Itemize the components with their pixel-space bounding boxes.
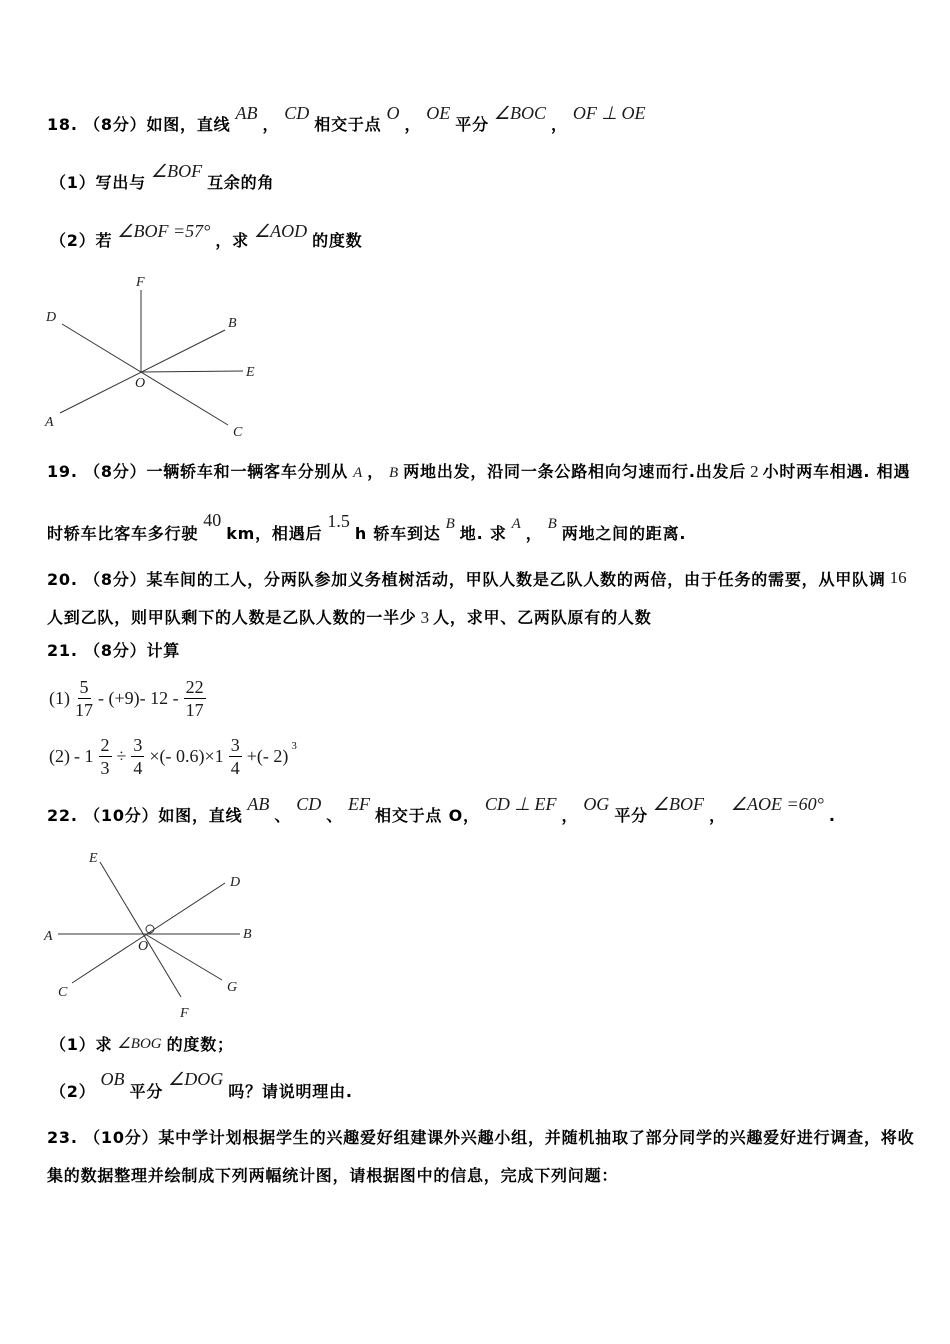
stem-text: 平分 (455, 115, 489, 134)
math-expression: OE (426, 103, 451, 123)
math-expression: CD (296, 794, 322, 814)
stem-text: 21. （8分）计算 (47, 641, 181, 660)
expression-text: - 1 (74, 745, 94, 766)
math-expression: ∠AOD (253, 221, 308, 241)
stem-text: 22. （10分）如图，直线 (47, 806, 243, 825)
point-label-d: D (230, 875, 241, 890)
math-expression: OG (583, 794, 610, 814)
stem-text: 人到乙队，则甲队剩下的人数是乙队人数的一半少 (47, 608, 417, 627)
stem-text: 平分 (614, 806, 648, 825)
point-label-e: E (89, 851, 98, 866)
point-label-e: E (246, 365, 255, 380)
fraction (184, 676, 206, 721)
point-label-c: C (58, 985, 68, 1000)
stem-text: 的度数； (166, 1035, 234, 1054)
point-label-f: F (180, 1006, 189, 1021)
stem-text: 的度数 (312, 231, 363, 250)
stem-text: 集的数据整理并绘制成下列两幅统计图，请根据图中的信息，完成下列问题： (47, 1166, 619, 1185)
stem-text: h 轿车到达 (354, 524, 441, 543)
stem-text: 两地出发，沿同一条公路相向匀速而行.出发后 (403, 462, 747, 481)
numerator: 3 (133, 734, 143, 755)
question-19-line-1 (47, 461, 910, 483)
stem-text: 19. （8分）一辆轿车和一辆客车分别从 (47, 462, 349, 481)
math-expression: ∠BOG (117, 1036, 162, 1052)
stem-text: 、 (326, 806, 344, 825)
math-expression: ∠AOE =60° (730, 794, 824, 814)
stem-text: （1）求 (50, 1035, 113, 1054)
math-expression: B (389, 465, 399, 481)
stem-text: 23. （10分）某中学计划根据学生的兴趣爱好组建课外兴趣小组，并随机抽取了部分同学的兴趣爱好进行调查，将收 (47, 1128, 915, 1147)
question-21-title (47, 640, 180, 662)
fraction (131, 734, 144, 779)
point-label-d: D (46, 310, 57, 325)
math-expression: O (386, 103, 400, 123)
math-number: 40 (203, 510, 222, 530)
fraction (229, 734, 242, 779)
math-expression: A (353, 465, 363, 481)
stem-text: ，求 (215, 231, 249, 250)
denominator: 4 (133, 757, 143, 778)
math-expression: ∠BOF (150, 161, 203, 181)
point-label-b: B (243, 927, 252, 942)
expression-text: - (+9)- 12 - (98, 687, 179, 708)
stem-text: 地. 求 (459, 524, 507, 543)
point-label-a: A (45, 415, 54, 430)
question-19-line-2 (47, 510, 687, 544)
question-21-part-1 (47, 673, 209, 723)
denominator: 17 (75, 699, 93, 720)
math-expression: CD ⊥ EF (484, 794, 557, 814)
point-label-f: F (136, 275, 145, 290)
point-label-c: C (233, 425, 243, 440)
question-18-part-2 (50, 221, 363, 251)
expression-text: ×(- 0.6)×1 (149, 745, 224, 766)
math-expression: B (547, 516, 557, 532)
point-label-o: O (135, 376, 146, 391)
stem-text: ， (367, 462, 385, 481)
line-dc (62, 324, 228, 425)
stem-text: ， (525, 524, 543, 543)
division-sign: ÷ (116, 745, 127, 766)
math-expression: OF ⊥ OE (572, 103, 646, 123)
stem-text: 18. （8分）如图，直线 (47, 115, 231, 134)
stem-text: ， (404, 115, 422, 134)
part-label: (2) (49, 745, 70, 766)
math-expression: AB (247, 794, 270, 814)
math-number: 3 (420, 608, 430, 627)
denominator: 3 (100, 757, 110, 778)
math-number: 16 (889, 568, 907, 587)
stem-text: （2）若 (50, 231, 113, 250)
math-expression: B (445, 516, 455, 532)
point-label-b: B (228, 316, 237, 331)
question-22-part-1 (50, 1034, 234, 1056)
stem-text: （2） (50, 1082, 96, 1101)
math-expression: A (511, 516, 521, 532)
question-23-line-2 (47, 1165, 618, 1187)
stem-text: ， (551, 115, 568, 134)
stem-text: 时轿车比客车多行驶 (47, 524, 199, 543)
numerator: 3 (230, 734, 240, 755)
stem-text: 吗？请说明理由. (228, 1082, 353, 1101)
stem-text: ， (262, 115, 280, 134)
expression-text: +(- 2) (246, 745, 289, 766)
numerator: 22 (185, 676, 204, 697)
denominator: 17 (185, 699, 204, 720)
question-22-stem (47, 794, 836, 826)
stem-text: 人，求甲、乙两队原有的人数 (433, 608, 652, 627)
stem-text: 平分 (129, 1082, 164, 1101)
math-number: 2 (750, 462, 759, 481)
stem-text: . (828, 806, 836, 825)
math-expression: OB (100, 1069, 125, 1089)
denominator: 4 (230, 757, 240, 778)
point-label-o: O (138, 939, 149, 954)
numerator: 5 (79, 676, 89, 697)
math-expression: CD (284, 103, 310, 123)
question-18-figure (40, 270, 280, 445)
question-23-line-1 (47, 1127, 914, 1149)
question-18-part-1 (50, 161, 275, 193)
math-expression: ∠BOC (493, 103, 547, 123)
stem-text: 互余的角 (207, 173, 275, 192)
stem-text: 相交于点 (314, 115, 382, 134)
math-expression: AB (235, 103, 258, 123)
stem-text: 、 (274, 806, 292, 825)
stem-text: （1）写出与 (50, 173, 146, 192)
math-expression: ∠DOG (168, 1069, 224, 1089)
line-ef (100, 862, 181, 997)
question-22-part-2 (50, 1069, 353, 1102)
stem-text: ， (709, 806, 726, 825)
stem-text: 20. （8分）某车间的工人，分两队参加义务植树活动，甲队人数是乙队人数的两倍，由于任务的需要，从甲队调 (47, 570, 886, 589)
stem-text: ， (561, 806, 579, 825)
stem-text: 相交于点 O， (375, 806, 480, 825)
part-label: (1) (49, 687, 70, 708)
question-20-line-1 (47, 569, 911, 591)
math-expression: ∠BOF (652, 794, 705, 814)
point-label-a: A (44, 929, 53, 944)
fraction (75, 676, 93, 721)
fraction (99, 734, 112, 779)
question-22-figure (40, 845, 270, 1025)
question-18-stem (47, 103, 651, 135)
stem-text: 两地之间的距离. (561, 524, 687, 543)
stem-text: km，相遇后 (226, 524, 323, 543)
math-number: 1.5 (327, 511, 350, 531)
point-label-g: G (227, 980, 238, 995)
question-20-line-2 (47, 607, 652, 629)
math-expression: EF (348, 794, 371, 814)
ray-oe (141, 371, 243, 372)
numerator: 2 (100, 734, 110, 755)
stem-text: 小时两车相遇. 相遇 (762, 462, 911, 481)
math-expression: ∠BOF =57° (117, 221, 211, 241)
question-21-part-2 (47, 731, 297, 781)
exponent: 3 (291, 740, 297, 752)
